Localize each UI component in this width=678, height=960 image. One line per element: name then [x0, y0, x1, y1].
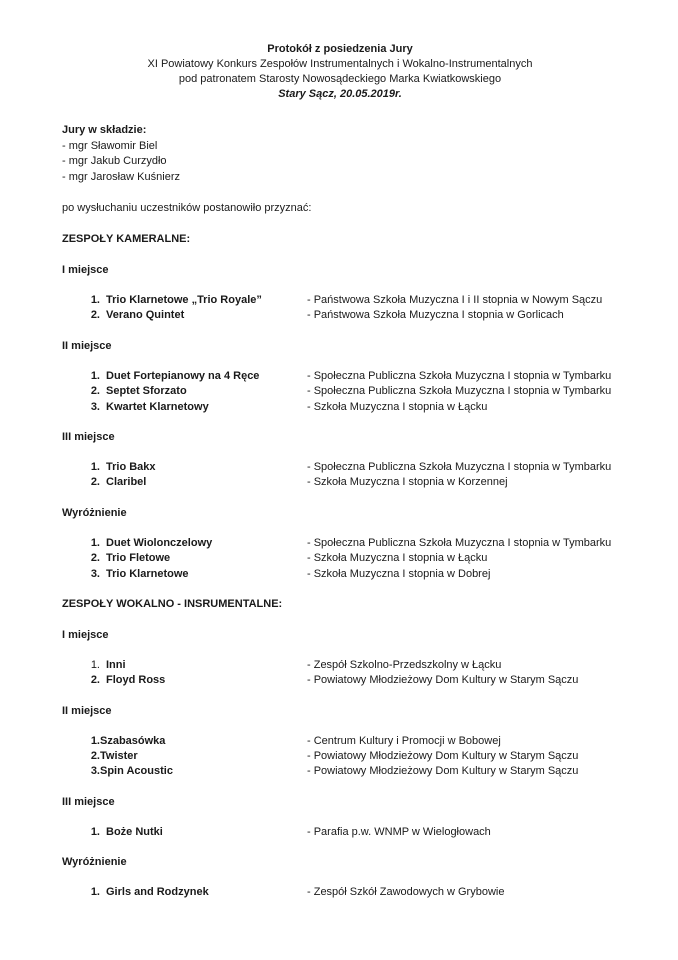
award-entry	[62, 475, 618, 490]
institution-name: - Społeczna Publiczna Szkoła Muzyczna I stopnia w Tymbarku	[307, 460, 612, 473]
award-entry	[62, 308, 618, 323]
award-entry	[62, 825, 618, 840]
ensemble-name: Spin Acoustic	[100, 765, 173, 778]
award-entry	[62, 764, 618, 779]
ensemble-name: Trio Fletowe	[106, 552, 171, 565]
ensemble-name: Claribel	[106, 476, 147, 489]
award-entry	[62, 460, 618, 475]
jury-heading: Jury w składzie:	[62, 124, 147, 136]
institution-name: - Zespół Szkolno-Przedszkolny w Łącku	[307, 658, 502, 671]
entry-number: 1.	[90, 460, 100, 473]
jury-member: - mgr Jarosław Kuśnierz	[62, 170, 180, 183]
award-entry	[62, 673, 618, 688]
ensemble-name: Twister	[100, 750, 138, 763]
award-entry	[62, 749, 618, 764]
ensemble-name: Floyd Ross	[106, 674, 166, 687]
institution-name: - Szkoła Muzyczna I stopnia w Łącku	[307, 552, 488, 565]
ensemble-name: Boże Nutki	[106, 825, 163, 838]
place-heading: Wyróżnienie	[62, 856, 127, 869]
entry-number: 3.	[90, 567, 100, 580]
institution-name: - Parafia p.w. WNMP w Wielogłowach	[307, 825, 491, 838]
institution-name: - Powiatowy Młodzieżowy Dom Kultury w Starym Sączu	[307, 674, 579, 687]
entry-number: 1.	[90, 536, 100, 549]
document-title: Protokół z posiedzenia Jury	[267, 43, 413, 55]
institution-name: - Powiatowy Młodzieżowy Dom Kultury w Starym Sączu	[307, 765, 579, 778]
intro-text: po wysłuchaniu uczestników postanowiło przyznać:	[62, 202, 312, 214]
place-heading: III miejsce	[62, 795, 115, 808]
entry-number: 3.	[90, 765, 100, 778]
institution-name: - Społeczna Publiczna Szkoła Muzyczna I stopnia w Tymbarku	[307, 536, 612, 549]
document-header	[62, 42, 618, 102]
place-heading: I miejsce	[62, 264, 109, 276]
institution-name: - Społeczna Publiczna Szkoła Muzyczna I stopnia w Tymbarku	[307, 385, 612, 398]
ensemble-name: Trio Klarnetowe	[106, 567, 189, 580]
category-title: ZESPOŁY WOKALNO - INSRUMENTALNE:	[62, 597, 283, 610]
entry-number: 2.	[90, 552, 100, 565]
entry-number: 2.	[90, 385, 100, 398]
entry-number: 1.	[90, 886, 100, 899]
award-list	[62, 658, 618, 689]
institution-name: - Szkoła Muzyczna I stopnia w Korzennej	[307, 476, 508, 489]
ensemble-name: Kwartet Klarnetowy	[106, 400, 209, 413]
entry-number: 3.	[90, 400, 100, 413]
award-entry	[62, 567, 618, 582]
ensemble-name: Duet Fortepianowy na 4 Ręce	[106, 369, 260, 382]
entry-number: 1.	[90, 734, 100, 747]
place-heading: Wyróżnienie	[62, 506, 127, 519]
ensemble-name: Verano Quintet	[106, 309, 185, 322]
award-entry	[62, 885, 618, 900]
entry-number: 1.	[90, 658, 100, 671]
entry-number: 1.	[90, 294, 100, 306]
ensemble-name: Inni	[106, 658, 126, 671]
institution-name: - Szkoła Muzyczna I stopnia w Łącku	[307, 400, 488, 413]
entry-number: 2.	[90, 476, 100, 489]
ensemble-name: Duet Wiolonczelowy	[106, 536, 213, 549]
institution-name: - Społeczna Publiczna Szkoła Muzyczna I stopnia w Tymbarku	[307, 369, 612, 382]
award-entry	[62, 734, 618, 749]
place-heading: III miejsce	[62, 430, 115, 443]
award-entry	[62, 369, 618, 384]
award-entry	[62, 658, 618, 673]
ensemble-name: Szabasówka	[100, 734, 166, 747]
award-list	[62, 460, 618, 491]
entry-number: 1.	[90, 825, 100, 838]
place-heading: II miejsce	[62, 339, 112, 352]
category-title: ZESPOŁY KAMERALNE:	[62, 233, 191, 245]
entry-number: 2.	[90, 309, 100, 322]
award-entry	[62, 551, 618, 566]
award-entry	[62, 536, 618, 551]
ensemble-name: Trio Bakx	[106, 460, 156, 473]
patronage-line: pod patronatem Starosty Nowosądeckiego Marka Kwiatkowskiego	[178, 73, 502, 85]
institution-name: - Państwowa Szkoła Muzyczna I stopnia w Gorlicach	[307, 309, 564, 322]
jury-member: - mgr Sławomir Biel	[62, 139, 158, 152]
institution-name: - Zespół Szkół Zawodowych w Grybowie	[307, 886, 505, 899]
award-list	[62, 885, 618, 900]
entry-number: 2.	[90, 750, 100, 763]
entry-number: 2.	[90, 674, 100, 687]
institution-name: - Centrum Kultury i Promocji w Bobowej	[307, 734, 501, 747]
institution-name: - Szkoła Muzyczna I stopnia w Dobrej	[307, 567, 491, 580]
award-list	[62, 536, 618, 582]
place-and-date: Stary Sącz, 20.05.2019r.	[278, 88, 402, 100]
award-list	[62, 293, 618, 324]
contest-name: XI Powiatowy Konkurs Zespołów Instrumentalnych i Wokalno-Instrumentalnych	[147, 58, 533, 70]
award-list	[62, 734, 618, 780]
jury-member: - mgr Jakub Curzydło	[62, 155, 167, 167]
entry-number: 1.	[90, 369, 100, 382]
ensemble-name: Girls and Rodzynek	[106, 886, 209, 899]
award-list	[62, 825, 618, 840]
award-entry	[62, 384, 618, 399]
ensemble-name: Trio Klarnetowe „Trio Royale”	[106, 294, 262, 306]
institution-name: - Powiatowy Młodzieżowy Dom Kultury w Starym Sączu	[307, 750, 579, 763]
institution-name: - Państwowa Szkoła Muzyczna I i II stopnia w Nowym Sączu	[307, 294, 603, 306]
award-entry	[62, 400, 618, 415]
place-heading: II miejsce	[62, 704, 112, 717]
place-heading: I miejsce	[62, 628, 109, 641]
ensemble-name: Septet Sforzato	[106, 385, 187, 398]
award-list	[62, 369, 618, 415]
jury-section	[62, 123, 618, 185]
award-entry	[62, 293, 618, 308]
